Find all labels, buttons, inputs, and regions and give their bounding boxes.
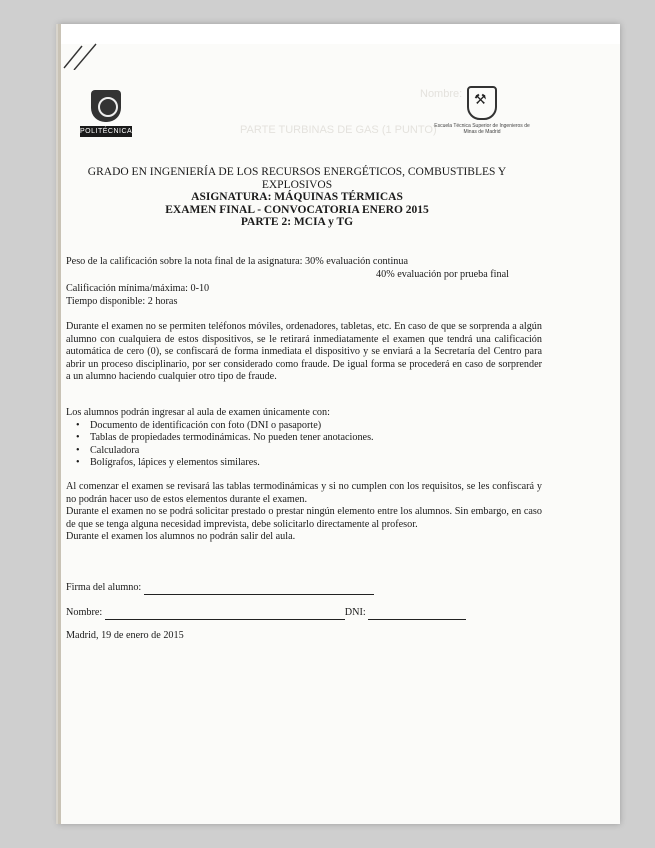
closing-section [66,481,542,544]
dni-label: DNI: [344,607,366,618]
pick-hammer-icon: ⚒ [467,86,497,120]
list-item: • Tablas de propiedades termodinámicas. No pueden tener anotaciones. [90,432,542,445]
dni-field[interactable] [368,619,466,620]
exam-line: EXAMEN FINAL - CONVOCATORIA ENERO 2015 [165,203,429,216]
pen-mark [62,40,102,70]
upm-logo [80,90,132,148]
degree-line: GRADO EN INGENIERÍA DE LOS RECURSOS ENERGÉTICOS, COMBUSTIBLES Y [87,166,507,178]
name-field[interactable] [105,619,345,620]
bleed-through-heading: PARTE TURBINAS DE GAS (1 PUNTO) [240,124,437,136]
sheet-left-edge [58,24,61,824]
allowed-list [66,420,542,470]
list-item: • Calculadora [90,445,542,458]
list-item: • Bolígrafos, lápices y elementos similares. [90,457,542,470]
exam-title [62,166,532,229]
part-line: PARTE 2: MCIA y TG [240,216,354,228]
closing-p3: Durante el examen los alumnos no podrán salir del aula. [66,531,296,543]
weight-line: Peso de la calificación sobre la nota final de la asignatura: 30% evaluación continua [66,256,408,267]
subject-line: ASIGNATURA: MÁQUINAS TÉRMICAS [191,191,403,203]
time-line: Tiempo disponible: 2 horas [66,296,178,307]
date-line: Madrid, 19 de enero de 2015 [66,630,184,641]
name-row [66,607,466,620]
allowed-section [66,407,542,470]
signature-field[interactable] [144,594,374,595]
name-label: Nombre: [66,607,103,618]
degree-line-2: EXPLOSIVOS [261,178,333,191]
bleed-through-top: Nombre: [420,88,463,100]
closing-p1: Al comenzar el examen se revisará las tablas termodinámicas y si no cumplen con los requisitos, se les confiscará y no podrán hacer uso de estos elementos durante el examen. [66,481,542,505]
rules-paragraph: Durante el examen no se permiten teléfonos móviles, ordenadores, tabletas, etc. En caso de que se sorprenda a algún alumno con cualquiera de estos dispositivos, se le retirará inmediatamente el examen que tendrá una calificación automática de cero (0), se confiscará de forma inmediata el dispositivo y se enviará a la Secretaría del Centro para abrir un proceso disciplinario, por ser considerado como fraude. De igual forma se procederá en caso de sorprender a un alumno haciendo cualquier otro tipo de fraude. [66,321,542,383]
list-item: • Documento de identificación con foto (DNI o pasaporte) [90,420,542,433]
allowed-intro: Los alumnos podrán ingresar al aula de examen únicamente con: [66,407,330,418]
weight-line-2: 40% evaluación por prueba final [376,269,509,280]
etsi-caption: Escuela Técnica Superior de Ingenieros de Minas de Madrid [434,123,530,135]
signature-label: Firma del alumno: [66,582,142,593]
upm-logo-text: POLITÉCNICA [80,128,133,135]
sheet-top-edge [58,24,620,44]
closing-p2: Durante el examen no se podrá solicitar prestado o prestar ningún elemento entre los alumnos. Sin embargo, en caso de que se tenga alguna necesidad imprevista, debe solicitarlo directamente al profesor. [66,506,542,530]
min-max-line: Calificación mínima/máxima: 0-10 [66,283,210,294]
etsi-minas-logo [432,86,532,135]
upm-crest-icon [91,90,121,122]
signature-row [66,582,374,595]
